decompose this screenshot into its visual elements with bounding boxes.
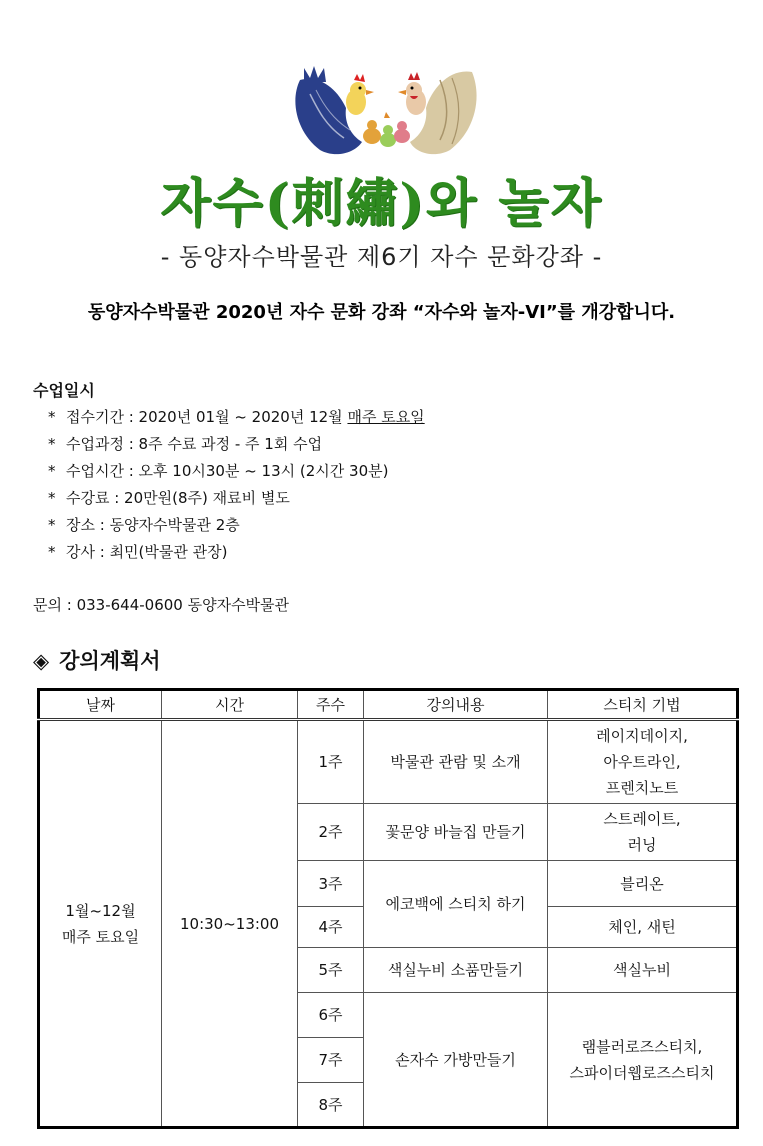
fee-text: 수강료 : 20만원(8주) 재료비 별도 xyxy=(66,489,290,507)
teacher-text: 강사 : 최민(박물관 관장) xyxy=(66,543,228,561)
column-header: 시간 xyxy=(162,690,298,720)
week-cell: 6주 xyxy=(298,993,364,1038)
bullet-icon: * xyxy=(48,516,56,534)
stitch-cell: 블리온 xyxy=(548,861,738,907)
stitch-cell: 색실누비 xyxy=(548,948,738,993)
schedule-label: 수업일시 xyxy=(33,381,95,400)
list-item xyxy=(48,485,425,512)
page-title: 자수(刺繡)와 놀자 xyxy=(160,173,603,234)
time-cell: 10:30~13:00 xyxy=(162,720,298,1128)
time-text: 수업시간 : 오후 10시30분 ~ 13시 (2시간 30분) xyxy=(66,462,389,480)
period-emphasis: 매주 토요일 xyxy=(347,408,425,426)
schedule-list xyxy=(48,404,425,566)
stitch-cell: 레이지데이지, 아우트라인, 프렌치노트 xyxy=(548,720,738,804)
bullet-icon: * xyxy=(48,435,56,453)
blue-rooster-icon xyxy=(295,66,374,154)
week-cell: 8주 xyxy=(298,1083,364,1128)
week-cell: 5주 xyxy=(298,948,364,993)
course-text: 수업과정 : 8주 수료 과정 - 주 1회 수업 xyxy=(66,435,323,453)
lesson-cell: 박물관 관람 및 소개 xyxy=(364,720,548,804)
column-header: 스티치 기법 xyxy=(548,690,738,720)
list-item xyxy=(48,458,425,485)
week-cell: 1주 xyxy=(298,720,364,804)
lesson-cell: 에코백에 스티치 하기 xyxy=(364,861,548,948)
list-item xyxy=(48,431,425,458)
date-cell: 1월~12월 매주 토요일 xyxy=(39,720,162,1128)
week-cell: 7주 xyxy=(298,1038,364,1083)
period-text: 접수기간 : 2020년 01월 ~ 2020년 12월 xyxy=(66,408,348,426)
list-item xyxy=(48,512,425,539)
diamond-bullet-icon: ◈ xyxy=(33,649,50,673)
week-cell: 4주 xyxy=(298,907,364,948)
white-rooster-icon xyxy=(398,71,477,154)
embroidered-roosters-logo xyxy=(290,50,482,162)
lesson-cell: 손자수 가방만들기 xyxy=(364,993,548,1128)
stitch-cell: 체인, 새틴 xyxy=(548,907,738,948)
place-text: 장소 : 동양자수박물관 2층 xyxy=(66,516,240,534)
week-cell: 2주 xyxy=(298,804,364,861)
table-header-row xyxy=(39,690,738,720)
chicks-icon xyxy=(363,112,410,147)
lecture-plan-table xyxy=(37,688,739,1129)
table-row xyxy=(39,720,738,804)
list-item xyxy=(48,404,425,431)
contact-info: 문의 : 033-644-0600 동양자수박물관 xyxy=(33,596,290,614)
stitch-cell: 스트레이트, 러닝 xyxy=(548,804,738,861)
week-cell: 3주 xyxy=(298,861,364,907)
bullet-icon: * xyxy=(48,462,56,480)
bullet-icon: * xyxy=(48,489,56,507)
list-item xyxy=(48,539,425,566)
bullet-icon: * xyxy=(48,408,56,426)
lesson-cell: 색실누비 소품만들기 xyxy=(364,948,548,993)
column-header: 날짜 xyxy=(39,690,162,720)
plan-heading xyxy=(33,645,161,675)
bullet-icon: * xyxy=(48,543,56,561)
column-header: 주수 xyxy=(298,690,364,720)
plan-heading-text: 강의계획서 xyxy=(59,649,161,673)
column-header: 강의내용 xyxy=(364,690,548,720)
stitch-cell: 램블러로즈스티치, 스파이더웹로즈스티치 xyxy=(548,993,738,1128)
page-subtitle: - 동양자수박물관 제6기 자수 문화강좌 - xyxy=(160,243,603,271)
announcement-text: 동양자수박물관 2020년 자수 문화 강좌 “자수와 놀자-VI”를 개강합니다. xyxy=(87,302,676,323)
lesson-cell: 꽃문양 바늘집 만들기 xyxy=(364,804,548,861)
